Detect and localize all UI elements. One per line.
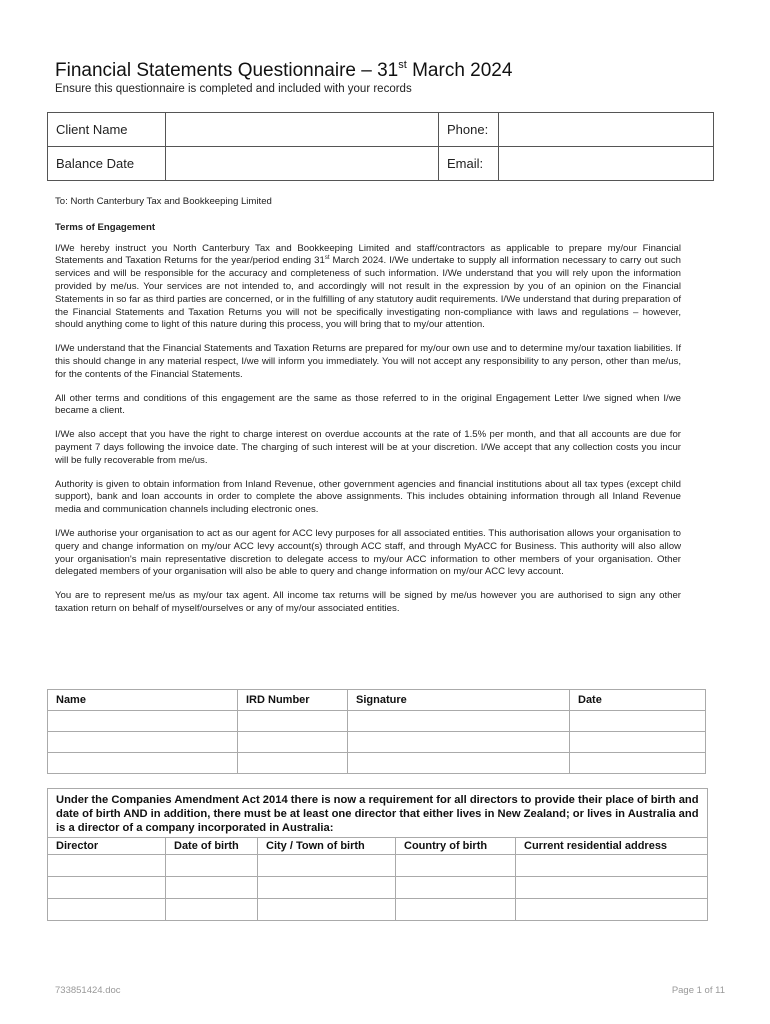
- directors-requirement-text: Under the Companies Amendment Act 2014 there is now a requirement for all directors to provide their place of birth and date of birth AND in addition, there must be at least one director that either lives in New Zealand; or lives in Australia and is a director of a company incorporated in Australia:: [56, 794, 699, 834]
- signature-table: [47, 689, 706, 774]
- residential-address-cell[interactable]: [516, 877, 708, 899]
- table-row: [48, 899, 707, 921]
- table-row: [48, 732, 706, 753]
- signature-cell[interactable]: [348, 711, 570, 732]
- ird-number-cell[interactable]: [238, 732, 348, 753]
- signature-cell[interactable]: [348, 732, 570, 753]
- city-of-birth-cell[interactable]: [258, 855, 396, 877]
- table-row: [48, 711, 706, 732]
- table-row: [48, 753, 706, 774]
- paragraph-tax-agent: You are to represent me/us as my/our tax agent. All income tax returns will be signed by me/us however you are authorised to sign any other taxation return on behalf of myself/ourselves or any of my/our associated entities.: [55, 590, 681, 614]
- phone-field[interactable]: [499, 113, 714, 147]
- country-of-birth-cell[interactable]: [396, 855, 516, 877]
- email-label: Email:: [439, 147, 499, 181]
- table-row: [48, 855, 707, 877]
- paragraph-interest: I/We also accept that you have the right to charge interest on overdue accounts at the rate of 1.5% per month, and that all accounts are due for payment 7 days following the invoice date. The charging of such interest will be at your discretion. I/We accept that any collection costs you incur will be fully recoverable from me/us.: [55, 429, 681, 466]
- name-cell[interactable]: [48, 711, 238, 732]
- director-column-header: Director: [48, 838, 166, 855]
- name-cell[interactable]: [48, 753, 238, 774]
- directors-table: [48, 837, 707, 920]
- name-cell[interactable]: [48, 732, 238, 753]
- document-reference: 733851424.doc: [55, 985, 121, 996]
- director-cell[interactable]: [48, 855, 166, 877]
- page-title: Financial Statements Questionnaire – 31st March 2024: [55, 59, 513, 81]
- date-of-birth-cell[interactable]: [166, 877, 258, 899]
- residential-address-cell[interactable]: [516, 855, 708, 877]
- director-cell[interactable]: [48, 899, 166, 921]
- client-name-field[interactable]: [166, 113, 439, 147]
- residential-address-column-header: Current residential address: [516, 838, 708, 855]
- city-of-birth-cell[interactable]: [258, 899, 396, 921]
- paragraph-acc: I/We authorise your organisation to act as our agent for ACC levy purposes for all associated entities. This authorisation allows your organisation to query and change information on my/our ACC levy account(s) through ACC staff, and through MyACC for Business. This authority will also allow your organisation's main representative discretion to delegate access to my/our ACC information to other members of your organisation. Other delegated members of your organisation will also be able to query and change information on my/our ACC levy account.: [55, 527, 681, 578]
- city-of-birth-cell[interactable]: [258, 877, 396, 899]
- paragraph-instruction: I/We hereby instruct you North Canterbury Tax and Bookkeeping Limited and staff/contractors as applicable to prepare my/our Financial Statements and Taxation Returns for the year/period ending 31st March 2024. I/We undertake to supply all information necessary to carry out such services and will be responsible for the accuracy and completeness of such information. I/We understand that you will rely upon the information provided by me/us. Your services are not intended to, and accordingly will not result in the expression by you of an opinion on the Financial Statements in so far as third parties are concerned, or in the fulfilling of any statutory audit requirements. I/We understand that during preparation of the Financial Statements and Taxation Returns you will not be specifically investigating non-compliance with laws and regulations – however, should anything come to light of this nature during this process, you will bring that to my/our attention.: [55, 242, 681, 331]
- country-of-birth-cell[interactable]: [396, 899, 516, 921]
- country-of-birth-column-header: Country of birth: [396, 838, 516, 855]
- table-header-row: [48, 838, 707, 855]
- email-field[interactable]: [499, 147, 714, 181]
- ird-number-column-header: IRD Number: [238, 690, 348, 711]
- country-of-birth-cell[interactable]: [396, 877, 516, 899]
- signature-column-header: Signature: [348, 690, 570, 711]
- date-cell[interactable]: [570, 732, 706, 753]
- table-header-row: [48, 690, 706, 711]
- client-name-label: Client Name: [48, 113, 166, 147]
- paragraph-own-use: I/We understand that the Financial Statements and Taxation Returns are prepared for my/our own use and to determine my/our taxation liabilities. If this should change in any material respect, I/we will inform you immediately. You will not accept any responsibility to any person, other than me/us, for the contents of the Financial Statements.: [55, 343, 681, 380]
- director-cell[interactable]: [48, 877, 166, 899]
- ird-number-cell[interactable]: [238, 753, 348, 774]
- directors-section: [47, 788, 708, 921]
- table-row: [48, 877, 707, 899]
- date-of-birth-column-header: Date of birth: [166, 838, 258, 855]
- paragraph-authority: Authority is given to obtain information from Inland Revenue, other government agencies and financial institutions about all tax types (except child support), bank and loan accounts in order to complete the above assignments. This includes obtaining information through all Inland Revenue media and communication channels including electronic ones.: [55, 478, 681, 516]
- client-details-table: [47, 112, 714, 181]
- date-cell[interactable]: [570, 753, 706, 774]
- date-column-header: Date: [570, 690, 706, 711]
- addressee: To: North Canterbury Tax and Bookkeeping Limited: [55, 196, 272, 207]
- date-of-birth-cell[interactable]: [166, 899, 258, 921]
- signature-cell[interactable]: [348, 753, 570, 774]
- engagement-letter: [55, 196, 681, 627]
- residential-address-cell[interactable]: [516, 899, 708, 921]
- phone-label: Phone:: [439, 113, 499, 147]
- ird-number-cell[interactable]: [238, 711, 348, 732]
- terms-heading: Terms of Engagement: [55, 221, 156, 233]
- name-column-header: Name: [48, 690, 238, 711]
- date-cell[interactable]: [570, 711, 706, 732]
- balance-date-field[interactable]: [166, 147, 439, 181]
- paragraph-other-terms: All other terms and conditions of this engagement are the same as those referred to in the original Engagement Letter I/we signed when I/we became a client.: [55, 392, 681, 417]
- city-of-birth-column-header: City / Town of birth: [258, 838, 396, 855]
- date-of-birth-cell[interactable]: [166, 855, 258, 877]
- page-number: Page 1 of 11: [671, 985, 725, 996]
- page-subtitle: Ensure this questionnaire is completed and included with your records: [55, 83, 412, 95]
- balance-date-label: Balance Date: [48, 147, 166, 181]
